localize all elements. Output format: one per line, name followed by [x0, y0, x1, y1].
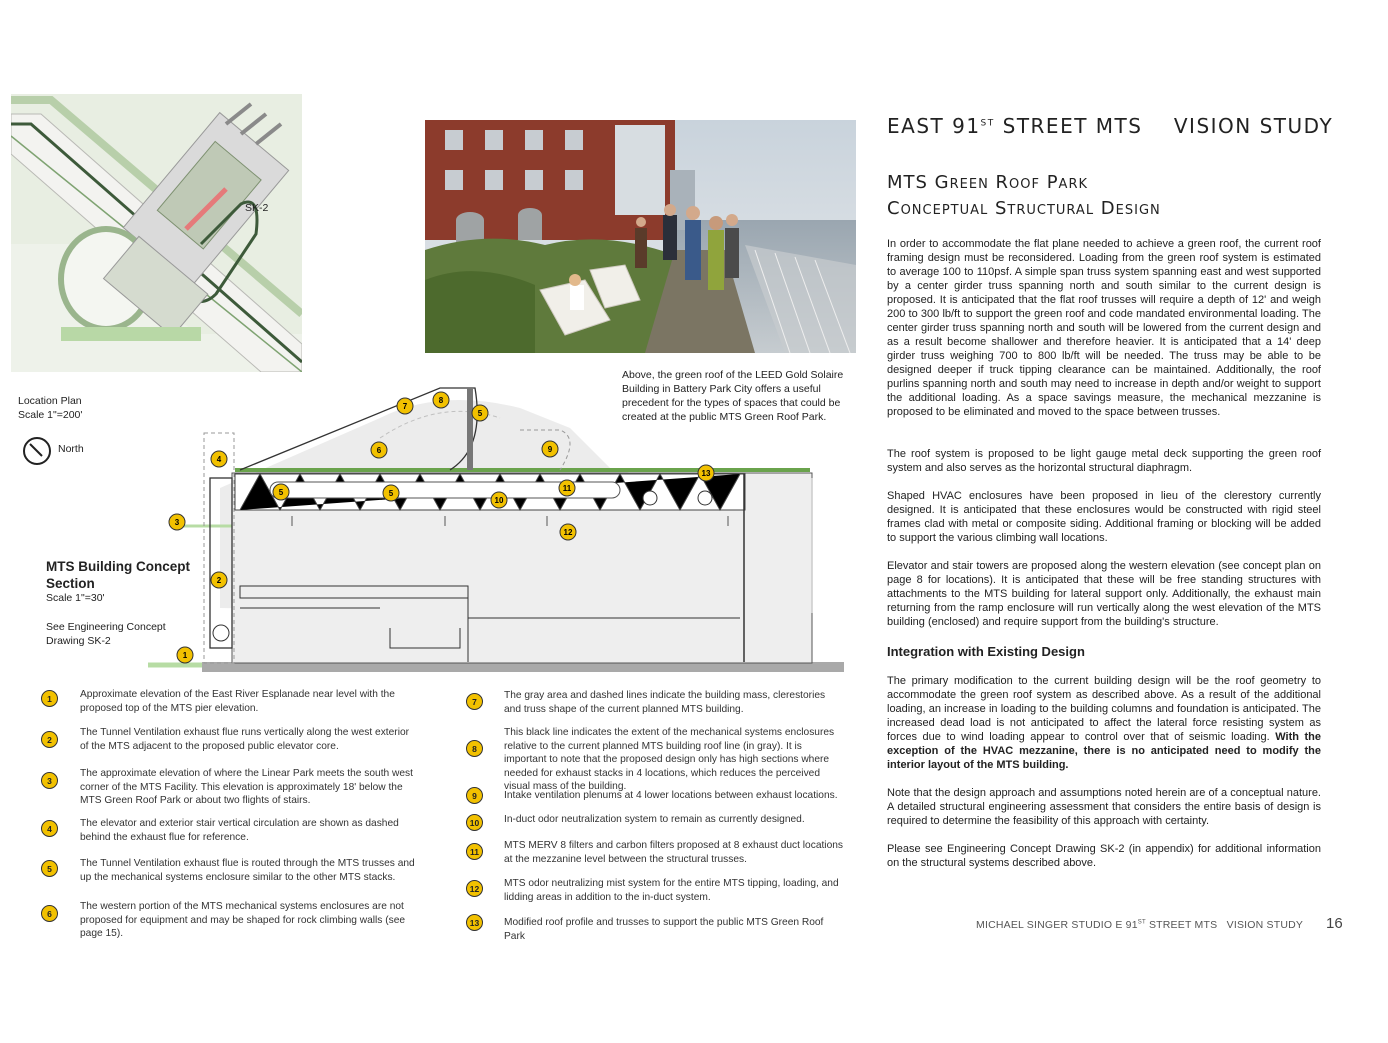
- page-heading-sup: ST: [980, 118, 995, 129]
- footer-text: [976, 919, 1303, 931]
- section-marker: [169, 514, 185, 530]
- legend-number: 12: [466, 880, 483, 897]
- section-marker-label: 4: [216, 455, 222, 464]
- section-marker: [542, 441, 558, 457]
- location-plan-map: [11, 94, 302, 372]
- section-marker: [397, 398, 413, 414]
- section-marker-label: 13: [701, 469, 711, 478]
- legend-number: 4: [41, 820, 58, 837]
- section-marker-label: 1: [182, 651, 188, 660]
- legend-number: 8: [466, 740, 483, 757]
- building-section-drawing: [140, 378, 860, 674]
- legend-number: 3: [41, 772, 58, 789]
- legend-text: Approximate elevation of the East River Esplanade near level with the proposed top of the MTS pier elevation.: [80, 689, 395, 714]
- legend-text: Intake ventilation plenums at 4 lower locations between exhaust locations.: [504, 790, 838, 801]
- section-marker-label: 3: [174, 518, 180, 527]
- location-plan-scale: Scale 1"=200': [18, 409, 83, 421]
- legend-text: This black line indicates the extent of the mechanical systems enclosures relative to the current planned MTS building roof line (in gray). It is important to note that the proposed design only has high sections where needed for exhaust stacks in 4 locations, which reduces the perceived visual mass of the building.: [504, 727, 835, 792]
- section-marker-label: 6: [376, 446, 382, 455]
- subheading: [887, 170, 1161, 222]
- north-label: North: [58, 443, 84, 455]
- body-paragraph-3: Shaped HVAC enclosures have been proposed in lieu of the clerestory currently designed. It is anticipated that these enclosures would be constructed with rigid steel frames clad with metal or composite siding. Additional framing or blocking will be added to support the various climbing wall locations.: [887, 490, 1321, 544]
- location-plan-svg: [11, 94, 302, 372]
- subheading-line-1: MTS Green Roof Park: [887, 172, 1089, 193]
- section-title: MTS Building Concept Section: [46, 559, 190, 591]
- legend-text: The elevator and exterior stair vertical circulation are shown as dashed behind the exhaust flue for reference.: [80, 818, 399, 843]
- page-heading: [887, 114, 1333, 138]
- legend-text: The Tunnel Ventilation exhaust flue runs vertically along the west exterior of the MTS adjacent to the proposed public elevator core.: [80, 727, 410, 752]
- body-paragraph-2: The roof system is proposed to be light gauge metal deck supporting the green roof system and also serves as the horizontal structural diaphragm.: [887, 448, 1321, 474]
- body-paragraph-5-text: The primary modification to the current building design will be the roof geometry to accommodate the green roof system as described above. As a result of the additional loading, an increase in loading to the building columns and foundation is anticipated. The increased dead load is not anticipated to affect the lateral force resisting system as forces due to wind loading appear to control over that of seismic loading.: [887, 675, 1321, 743]
- section-marker: [491, 492, 507, 508]
- legend-text: MTS MERV 8 filters and carbon filters proposed at 8 exhaust duct locations at the mezzanine level between the structural trusses.: [504, 840, 843, 865]
- legend-number: 5: [41, 860, 58, 877]
- footer-prefix: MICHAEL SINGER STUDIO E 91: [976, 919, 1138, 931]
- legend-number: 2: [41, 731, 58, 748]
- legend-number: 6: [41, 905, 58, 922]
- page-number: 16: [1326, 915, 1343, 932]
- section-marker: [383, 485, 399, 501]
- footer-sup: ST: [1137, 919, 1146, 926]
- legend-text: In-duct odor neutralization system to remain as currently designed.: [504, 814, 805, 825]
- section-marker-label: 11: [562, 484, 572, 493]
- integration-heading: Integration with Existing Design: [887, 644, 1085, 659]
- legend-number: 10: [466, 814, 483, 831]
- section-marker: [698, 465, 714, 481]
- body-paragraph-5-bold: With the exception of the HVAC mezzanine, there is no anticipated need to modify the interior layout of the MTS building.: [887, 731, 1322, 771]
- section-marker: [433, 392, 449, 408]
- legend-text: The approximate elevation of where the Linear Park meets the south west corner of the MTS Facility. This elevation is approximately 18' below the MTS Green Roof Park or about two flights of stairs.: [80, 768, 413, 806]
- page-heading-prefix: EAST 91: [887, 114, 981, 138]
- section-marker-label: 2: [216, 576, 222, 585]
- section-marker-label: 8: [438, 396, 444, 405]
- body-paragraph-5: [887, 674, 1321, 772]
- section-marker: [211, 572, 227, 588]
- section-marker-label: 7: [402, 402, 408, 411]
- section-scale: Scale 1"=30': [46, 592, 105, 604]
- legend-text: The western portion of the MTS mechanical systems enclosures are not proposed for equipment and may be shaped for rock climbing walls (see page 15).: [80, 901, 406, 939]
- location-plan-caption: [18, 394, 138, 422]
- section-marker: [177, 647, 193, 663]
- subheading-line-2: Conceptual Structural Design: [887, 198, 1161, 219]
- body-paragraph-1: In order to accommodate the flat plane needed to achieve a green roof, the current roof framing design must be reconsidered. Loading from the green roof system is estimated to average 100 to 110psf. A simple span truss system spanning east and west supported by a center girder truss spanning north and south similar to the current design is proposed. It is anticipated that the flat roof trusses will require a depth of 12' and weigh 200 to 300 lb/ft to support the green roof and code mandated environmental loading. The center girder truss spanning north and south will be lowered from the current design and as a result become shallower and therefore heavier. It is anticipated that a 14' deep girder truss weighing 700 to 800 lb/ft will be needed. The truss may be able to be designed deeper if truck tipping clearance can be maintained. Additionally, the roof purlins spanning north and south may need to increase in depth and/or weight to support the additional loading. As a space savings measure, the mechanical mezzanine is proposed to be eliminated and moved to the space between trusses.: [887, 238, 1321, 418]
- body-paragraph-4: Elevator and stair towers are proposed along the western elevation (see concept plan on page 8 for locations). It is anticipated that these will be free standing structures with attachments to the MTS building for lateral support only. Additionally, the exhaust main returning from the ramp enclosure will run vertically along the west elevation of the MTS building (enclosed) and require support from the building's structure.: [887, 560, 1321, 628]
- legend-number: 13: [466, 914, 483, 931]
- photo-caption: Above, the green roof of the LEED Gold Solaire Building in Battery Park City offers a useful precedent for the types of spaces that could be created at the public MTS Green Roof Park.: [622, 369, 844, 423]
- section-marker: [559, 480, 575, 496]
- section-marker: [273, 484, 289, 500]
- section-marker-label: 12: [563, 528, 573, 537]
- section-marker-label: 10: [494, 496, 504, 505]
- section-marker: [560, 524, 576, 540]
- body-paragraph-7: Please see Engineering Concept Drawing SK-2 (in appendix) for additional information on the structural systems described above.: [887, 843, 1321, 869]
- legend-number: 1: [41, 690, 58, 707]
- legend-number: 11: [466, 843, 483, 860]
- map-sk2-label: SK-2: [245, 202, 269, 214]
- legend-text: The Tunnel Ventilation exhaust flue is routed through the MTS trusses and up the mechanical systems enclosure similar to the other MTS stacks.: [80, 858, 415, 883]
- section-marker: [472, 405, 488, 421]
- section-marker: [371, 442, 387, 458]
- legend-text: MTS odor neutralizing mist system for the entire MTS tipping, loading, and lidding areas in addition to the in-duct system.: [504, 878, 839, 903]
- footer-suffix: STREET MTS VISION STUDY: [1145, 919, 1304, 931]
- section-marker-label: 5: [388, 489, 394, 498]
- legend-text: Modified roof profile and trusses to support the public MTS Green Roof Park: [504, 917, 824, 942]
- location-plan-title: Location Plan: [18, 395, 82, 407]
- section-marker-label: 5: [278, 488, 284, 497]
- photo-illustration: [425, 120, 856, 353]
- section-see-note: See Engineering Concept Drawing SK-2: [46, 621, 166, 647]
- legend-text: The gray area and dashed lines indicate the building mass, clerestories and truss shape of the current planned MTS building.: [504, 690, 826, 715]
- north-arrow-icon: [22, 436, 52, 466]
- legend-number: 9: [466, 787, 483, 804]
- section-marker-label: 9: [547, 445, 553, 454]
- legend-number: 7: [466, 693, 483, 710]
- green-roof-photo: [425, 120, 856, 353]
- section-marker-label: 5: [477, 409, 483, 418]
- page-heading-suffix: STREET MTS VISION STUDY: [994, 114, 1334, 138]
- body-paragraph-6: Note that the design approach and assumptions noted herein are of a conceptual nature. A detailed structural engineering assessment that considers the entire basis of design is required to determine the feasibility of this approach with certainty.: [887, 787, 1321, 827]
- section-marker: [211, 451, 227, 467]
